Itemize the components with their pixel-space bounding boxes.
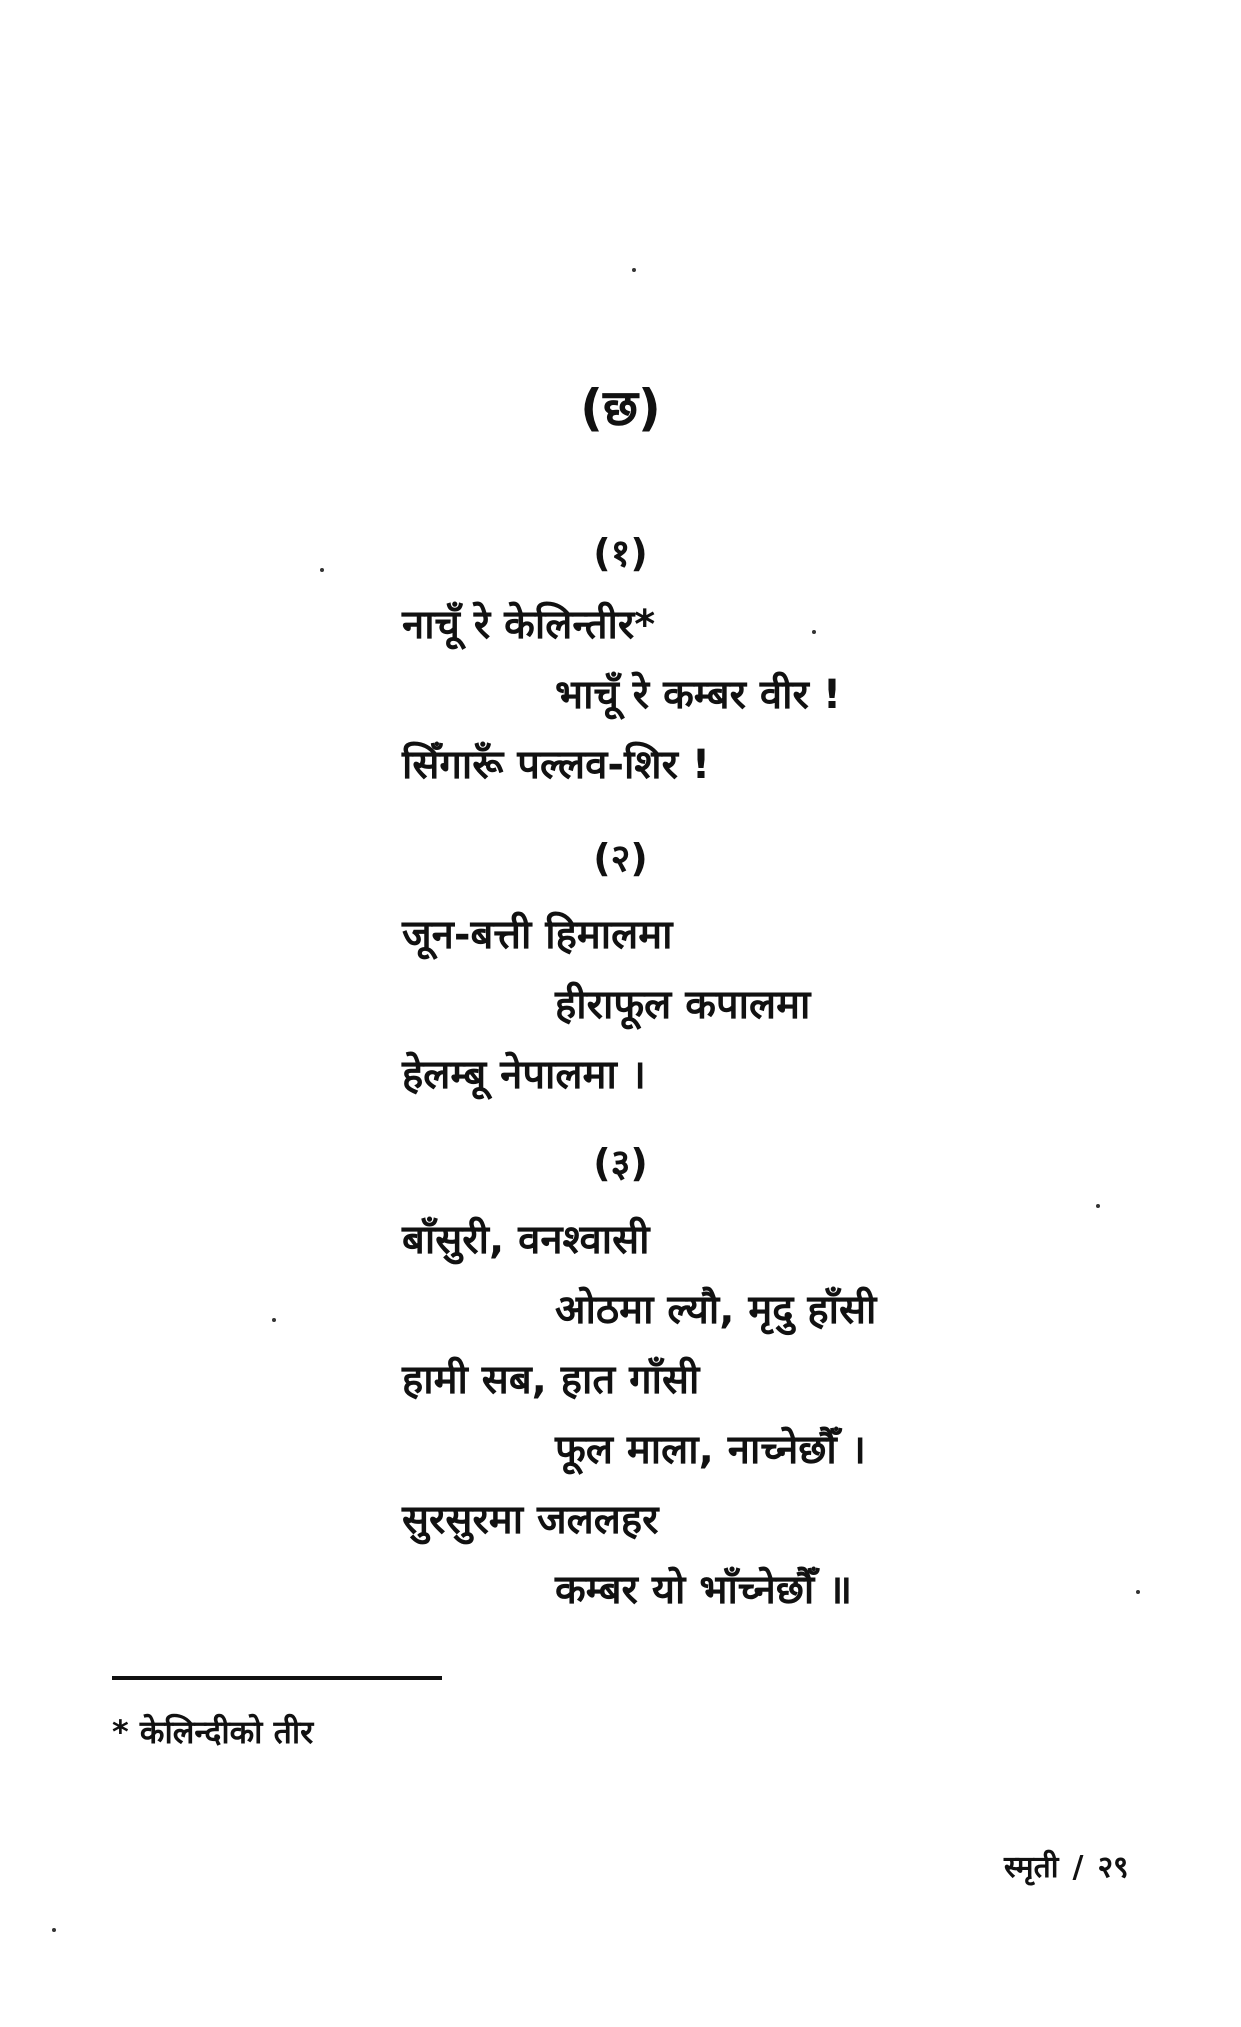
poem-line: हामी सब, हात गाँसी — [402, 1357, 700, 1403]
scan-speck — [320, 568, 324, 572]
poem-line: कम्बर यो भाँच्नेछौँ ॥ — [555, 1567, 853, 1613]
poem-line: हीराफूल कपालमा — [555, 982, 811, 1028]
poem-line: फूल माला, नाच्नेछौँ । — [555, 1427, 866, 1473]
page-footer — [1004, 1848, 1129, 1888]
stanza-number-1: (१) — [593, 531, 648, 575]
poem-line: बाँसुरी, वनश्वासी — [402, 1217, 650, 1263]
scan-speck — [1136, 1590, 1140, 1594]
poem-line: सिँगारूँ पल्लव-शिर ! — [402, 742, 711, 788]
footnote: * केलिन्दीको तीर — [112, 1713, 314, 1751]
poem-line: जून-बत्ती हिमालमा — [402, 912, 673, 958]
scan-speck — [272, 1318, 276, 1322]
poem-line: भाचूँ रे कम्बर वीर ! — [555, 672, 842, 718]
scan-speck — [52, 1928, 56, 1932]
folio-separator: / — [1072, 1850, 1084, 1885]
poem-line: सुरसुरमा जललहर — [402, 1497, 659, 1543]
running-title: स्मृती — [1004, 1850, 1059, 1885]
poem-line: हेलम्बू नेपालमा । — [402, 1052, 646, 1098]
stanza-number-2: (२) — [593, 836, 648, 880]
section-title: (छ) — [580, 379, 661, 437]
scan-speck — [812, 630, 816, 634]
poem-line: नाचूँ रे केलिन्तीर* — [402, 602, 656, 648]
scan-speck — [1096, 1204, 1100, 1208]
page-number: २९ — [1097, 1850, 1129, 1885]
stanza-number-3: (३) — [593, 1141, 648, 1185]
poem-line: ओठमा ल्यौ, मृदु हाँसी — [555, 1287, 877, 1333]
footnote-divider — [112, 1676, 442, 1680]
scan-speck — [632, 268, 636, 272]
